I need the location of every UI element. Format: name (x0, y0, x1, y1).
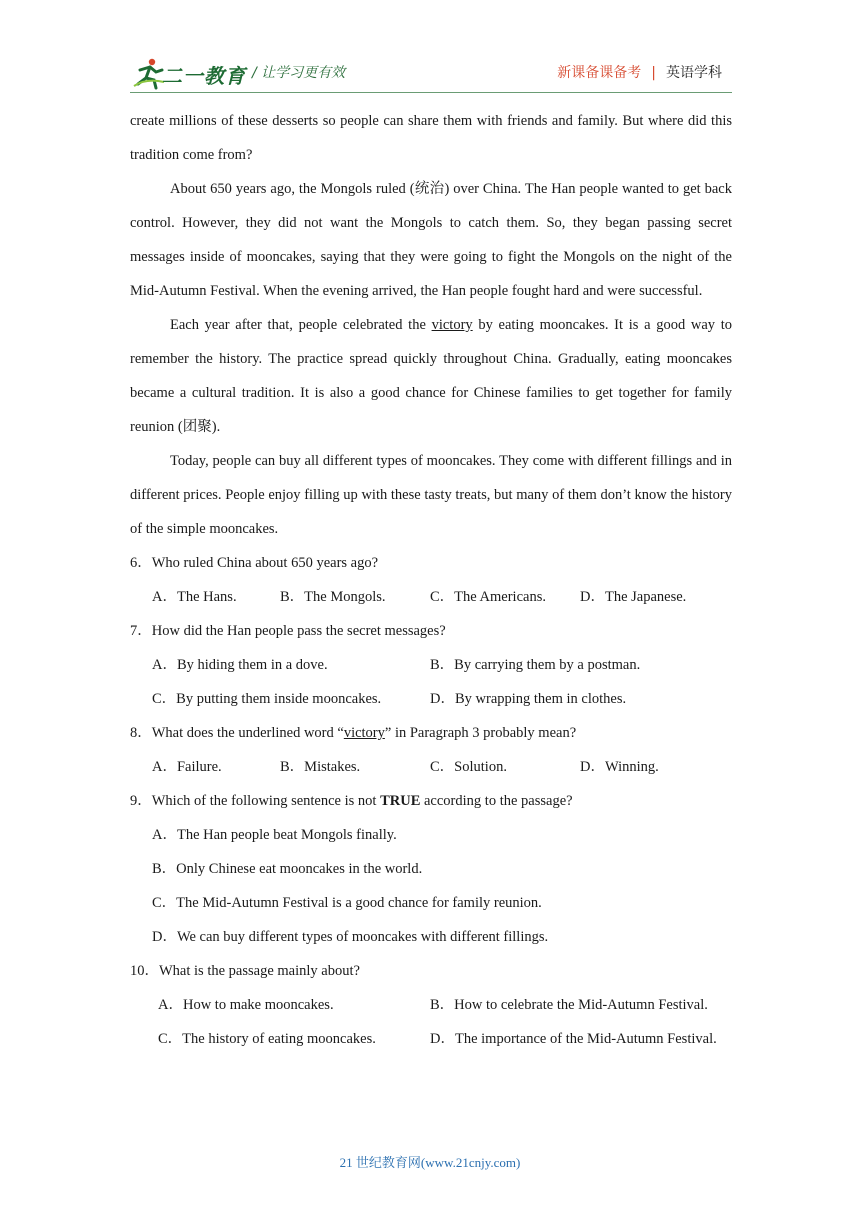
question-9 (130, 784, 732, 818)
paragraph-3-text-start: Each year after that, people celebrated the (170, 317, 432, 333)
q8-option-a: A．Failure. (152, 759, 222, 775)
q8-underlined-word: victory (343, 725, 385, 741)
q8-option-c: C．Solution. (430, 759, 507, 775)
q9-option-d: D．We can buy different types of mooncakes with different fillings. (152, 929, 549, 945)
running-figure-icon (132, 56, 166, 90)
q9-bold-word: TRUE (380, 793, 421, 809)
header-tagline: 新课备课备考 (557, 65, 642, 81)
header-subject: 英语学科 (666, 65, 722, 81)
q10-option-d: D．The importance of the Mid-Autumn Festival. (430, 1031, 717, 1047)
q7-option-c: C．By putting them inside mooncakes. (152, 691, 382, 707)
q8-text-end: ” in Paragraph 3 probably mean? (384, 725, 577, 741)
q6-option-b: B．The Mongols. (280, 589, 386, 605)
question-9-option-c-row (130, 886, 732, 920)
q9-option-a: A．The Han people beat Mongols finally. (152, 827, 397, 843)
question-10: 10．What is the passage mainly about? (130, 963, 360, 979)
logo (132, 56, 248, 90)
underlined-word-victory: victory (431, 317, 473, 333)
q7-option-d: D．By wrapping them in clothes. (430, 691, 627, 707)
header-separator: | (651, 65, 656, 81)
q7-option-a: A．By hiding them in a dove. (152, 657, 328, 673)
question-7: 7．How did the Han people pass the secret messages? (130, 623, 446, 639)
question-6-options (130, 580, 732, 614)
paragraph-3-text-end: by eating mooncakes. It is a good way to remember the history. The practice spread quickly throughout China. Gradually, eating mooncakes became a cultural tradition. It is also a good chance for Chinese families to get together for family reunion (团聚). (130, 317, 732, 435)
question-7-options-row-2 (130, 682, 732, 716)
q8-option-d: D．Winning. (580, 759, 659, 775)
passage-paragraph-1: create millions of these desserts so people can share them with friends and family. But where did this tradition come from? (130, 113, 732, 163)
header-slogan: / 让学习更有效 (252, 65, 346, 81)
logo-text: 二一教育 (162, 64, 246, 88)
q6-option-d: D．The Japanese. (580, 589, 687, 605)
header-right (557, 62, 722, 82)
q9-text-end: according to the passage? (420, 793, 573, 809)
q8-text-start: 8．What does the underlined word “ (130, 725, 344, 741)
passage-paragraph-3 (130, 308, 732, 444)
question-9-option-b-row (130, 852, 732, 886)
q10-option-a: A．How to make mooncakes. (158, 997, 334, 1013)
q7-option-b: B．By carrying them by a postman. (430, 657, 641, 673)
question-7-options-row-1 (130, 648, 732, 682)
question-10-options-row-1 (130, 988, 732, 1022)
q10-option-b: B．How to celebrate the Mid-Autumn Festival. (430, 997, 708, 1013)
question-10-options-row-2 (130, 1022, 732, 1056)
document-body (130, 104, 732, 1056)
q9-option-c: C．The Mid-Autumn Festival is a good chance for family reunion. (152, 895, 542, 911)
q8-option-b: B．Mistakes. (280, 759, 361, 775)
q9-option-b: B．Only Chinese eat mooncakes in the world. (152, 861, 423, 877)
q10-option-c: C．The history of eating mooncakes. (158, 1031, 376, 1047)
question-6: 6．Who ruled China about 650 years ago? (130, 555, 379, 571)
question-8 (130, 716, 732, 750)
question-8-options (130, 750, 732, 784)
q6-option-c: C．The Americans. (430, 589, 546, 605)
page-header (0, 0, 860, 100)
q6-option-a: A．The Hans. (152, 589, 237, 605)
passage-paragraph-2: About 650 years ago, the Mongols ruled (统治) over China. The Han people wanted to get back control. However, they did not want the Mongols to catch them. So, they began passing secret messages inside of mooncakes, saying that they were going to fight the Mongols on the night of the Mid-Autumn Festival. When the evening arrived, the Han people fought hard and were successful. (130, 181, 732, 299)
question-9-option-a-row (130, 818, 732, 852)
passage-paragraph-4: Today, people can buy all different types of mooncakes. They come with different fillings and in different prices. People enjoy filling up with these tasty treats, but many of them don’t know the history of the simple mooncakes. (130, 453, 732, 537)
page-footer: 21 世纪教育网(www.21cnjy.com) (339, 1155, 521, 1170)
header-divider (130, 92, 732, 93)
question-9-option-d-row (130, 920, 732, 954)
q9-text-start: 9．Which of the following sentence is not (130, 793, 381, 809)
